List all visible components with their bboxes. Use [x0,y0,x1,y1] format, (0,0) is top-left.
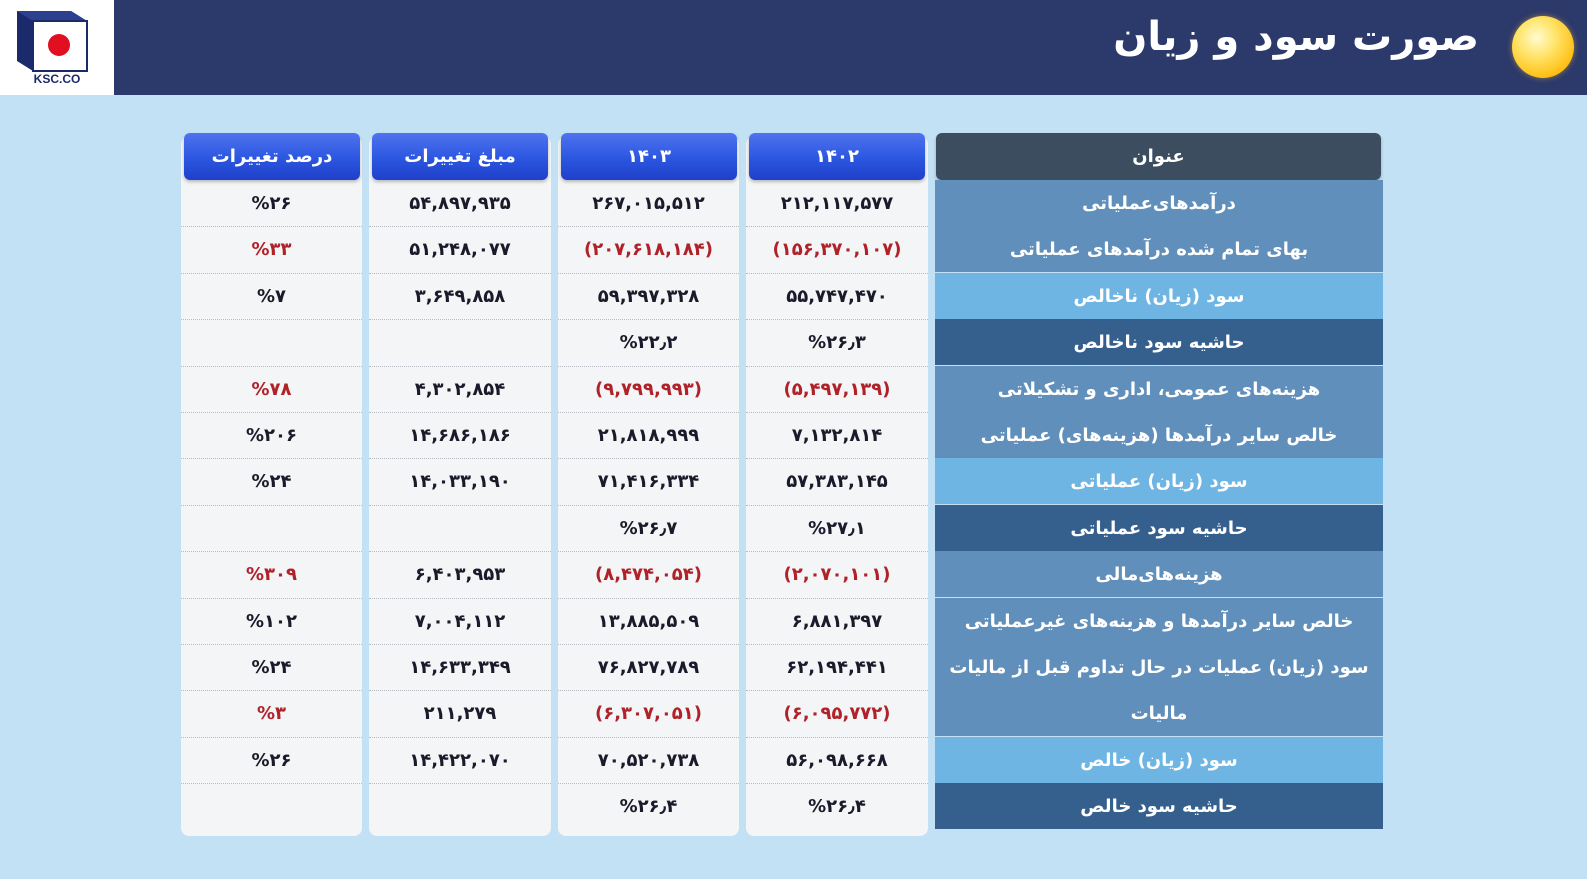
header-title-column: عنوان [936,133,1381,180]
cell-1402: %۲۶٫۳ [808,331,866,353]
row-divider [558,737,739,738]
header-change-amount: مبلغ تغییرات [372,133,548,180]
row-label: هزینه‌های عمومی، اداری و تشکیلاتی [935,366,1383,412]
cell-1402: ۶۲,۱۹۴,۴۴۱ [786,656,888,678]
cell-change-percent: %۷۸ [251,378,292,400]
row-divider [181,319,362,320]
row-divider [558,551,739,552]
cell-1403: ۷۶,۸۲۷,۷۸۹ [597,656,700,678]
row-divider [181,412,362,413]
cell-change-percent [181,783,362,829]
cell-1403: ۷۱,۴۱۶,۳۳۴ [597,470,700,492]
row-divider [746,551,928,552]
row-divider [181,551,362,552]
cell-1403: ۵۹,۳۹۷,۳۲۸ [597,285,700,307]
cell-change-amount: ۱۴,۴۲۲,۰۷۰ [409,749,511,771]
cell-1402: ۵۵,۷۴۷,۴۷۰ [786,285,888,307]
row-divider [369,783,551,784]
row-divider [746,273,928,274]
cell-1402: ۲۱۲,۱۱۷,۵۷۷ [780,192,894,214]
cell-change-amount: ۱۴,۶۳۳,۳۴۹ [409,656,511,678]
cell-1402: ۵۶,۰۹۸,۶۶۸ [786,749,888,771]
row-divider [181,273,362,274]
row-label: مالیات [935,690,1383,736]
cell-change-amount: ۱۴,۰۳۳,۱۹۰ [409,470,511,492]
row-divider [181,458,362,459]
cell-change-amount [369,505,551,551]
row-divider [558,458,739,459]
cell-1403: %۲۲٫۲ [619,331,678,353]
cell-1403: (۲۰۷,۶۱۸,۱۸۴) [583,238,714,260]
row-label: حاشیه سود خالص [935,783,1383,829]
cell-1403: (۸,۴۷۴,۰۵۴) [594,563,703,585]
cell-1403: ۷۰,۵۲۰,۷۳۸ [597,749,700,771]
cell-change-amount: ۷,۰۰۴,۱۱۲ [414,610,506,632]
cell-1403: (۶,۳۰۷,۰۵۱) [594,702,703,724]
row-divider [181,505,362,506]
row-divider [558,505,739,506]
cube-logo-icon [13,7,93,75]
cell-1402: ۵۷,۳۸۳,۱۴۵ [786,470,888,492]
row-label: بهای تمام شده درآمدهای عملیاتی [935,226,1383,272]
cell-1403: ۲۶۷,۰۱۵,۵۱۲ [592,192,705,214]
row-label: سود (زیان) عملیاتی [935,458,1383,504]
row-divider [181,783,362,784]
row-label: خالص سایر درآمدها (هزینه‌های) عملیاتی [935,412,1383,458]
row-divider [369,226,551,227]
row-divider [369,458,551,459]
cell-change-amount [369,783,551,829]
row-divider [746,737,928,738]
row-label: سود (زیان) ناخالص [935,273,1383,319]
cell-1402: ۷,۱۳۲,۸۱۴ [791,424,883,446]
cell-change-percent [181,505,362,551]
row-divider [369,273,551,274]
cell-change-percent: %۲۶ [251,749,292,771]
sun-icon [1512,16,1574,78]
cell-change-amount: ۵۴,۸۹۷,۹۳۵ [409,192,511,214]
cell-change-amount: ۶,۴۰۳,۹۵۳ [414,563,506,585]
row-divider [369,412,551,413]
header-change-percent: درصد تغییرات [184,133,360,180]
row-divider [746,690,928,691]
cell-change-amount [369,319,551,365]
cell-change-percent: %۲۶ [251,192,292,214]
row-divider [181,598,362,599]
row-divider [181,366,362,367]
cell-1403: ۲۱,۸۱۸,۹۹۹ [597,424,700,446]
cell-change-percent: %۲۴ [251,656,292,678]
row-divider [746,319,928,320]
row-label: حاشیه سود ناخالص [935,319,1383,365]
row-divider [369,319,551,320]
row-divider [181,737,362,738]
row-divider [181,226,362,227]
row-divider [369,598,551,599]
cell-1402: (۲,۰۷۰,۱۰۱) [783,563,891,585]
header-year-1402: ۱۴۰۲ [749,133,925,180]
row-divider [558,412,739,413]
row-label: سود (زیان) عملیات در حال تداوم قبل از مالیات [935,644,1383,690]
company-logo [0,0,114,95]
row-divider [746,505,928,506]
cell-change-amount: ۳,۶۴۹,۸۵۸ [414,285,506,307]
cell-change-percent: %۲۴ [251,470,292,492]
row-divider [558,598,739,599]
header-bar [0,0,1587,95]
cell-1402: %۲۷٫۱ [808,517,866,539]
row-divider [746,226,928,227]
cell-change-percent: %۷ [256,285,287,307]
row-divider [369,690,551,691]
row-divider [746,598,928,599]
row-divider [369,551,551,552]
row-divider [746,644,928,645]
row-divider [558,273,739,274]
row-divider [558,366,739,367]
row-divider [181,690,362,691]
row-divider [558,690,739,691]
cell-change-amount: ۲۱۱,۲۷۹ [423,702,497,724]
cell-change-percent: %۳۰۹ [246,563,297,585]
cell-change-percent: %۲۰۶ [246,424,297,446]
row-divider [746,783,928,784]
row-label: خالص سایر درآمدها و هزینه‌های غیرعملیاتی [935,598,1383,644]
header-year-1403: ۱۴۰۳ [561,133,737,180]
row-divider [369,644,551,645]
row-divider [558,644,739,645]
cell-change-percent: %۳۳ [251,238,292,260]
row-label: هزینه‌های‌مالی [935,551,1383,597]
row-divider [369,366,551,367]
cell-1403: (۹,۷۹۹,۹۹۳) [594,378,703,400]
cell-change-amount: ۴,۳۰۲,۸۵۴ [414,378,506,400]
cell-1402: (۶,۰۹۵,۷۷۲) [783,702,891,724]
cell-1402: ۶,۸۸۱,۳۹۷ [791,610,883,632]
row-divider [746,458,928,459]
cell-change-amount: ۱۴,۶۸۶,۱۸۶ [409,424,511,446]
cell-1402: (۱۵۶,۳۷۰,۱۰۷) [772,238,902,260]
row-divider [558,783,739,784]
row-divider [369,737,551,738]
row-divider [746,366,928,367]
cell-change-percent: %۱۰۲ [246,610,297,632]
cell-1402: (۵,۴۹۷,۱۳۹) [783,378,891,400]
cell-1403: %۲۶٫۴ [619,795,678,817]
row-label: حاشیه سود عملیاتی [935,505,1383,551]
row-label: درآمدهای‌عملیاتی [935,180,1383,226]
logo-text: KSC.CO [33,72,81,86]
cell-change-percent [181,319,362,365]
row-divider [369,505,551,506]
row-divider [181,644,362,645]
cell-1403: %۲۶٫۷ [619,517,678,539]
cell-1403: ۱۳,۸۸۵,۵۰۹ [597,610,700,632]
row-divider [558,319,739,320]
row-label: سود (زیان) خالص [935,737,1383,783]
cell-1402: %۲۶٫۴ [808,795,866,817]
page-title: صورت سود و زیان [1113,14,1479,60]
row-divider [558,226,739,227]
row-divider [746,412,928,413]
cell-change-percent: %۳ [256,702,287,724]
cell-change-amount: ۵۱,۲۴۸,۰۷۷ [409,238,511,260]
